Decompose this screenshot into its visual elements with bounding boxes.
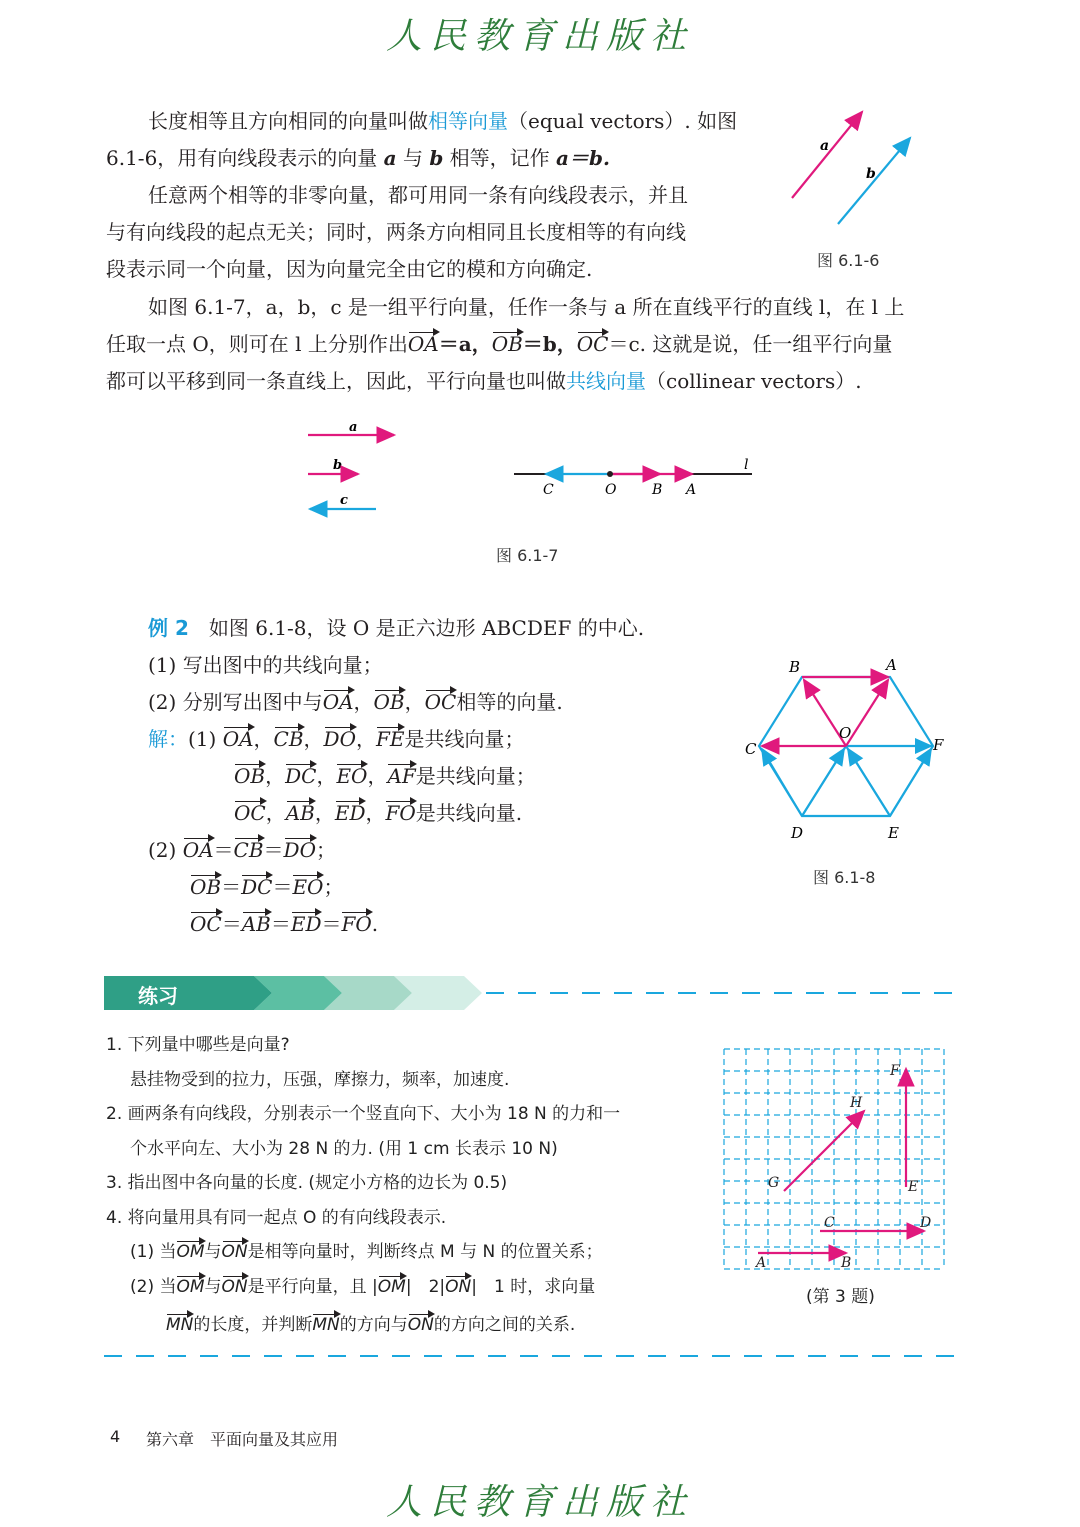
svg-text:B: B bbox=[841, 1255, 852, 1271]
label-b: b bbox=[866, 166, 876, 182]
svg-text:G: G bbox=[768, 1175, 780, 1191]
practice-q4a: (1) 当OM与ON是相等向量时，判断终点 M 与 N 的位置关系； bbox=[130, 1242, 603, 1262]
practice-q1: 1. 下列量中哪些是向量? bbox=[106, 1035, 290, 1055]
grid-figure-q3 bbox=[720, 1045, 950, 1275]
svg-text:B: B bbox=[652, 482, 663, 498]
para2-line1: 任意两个相等的非零向量，都可用同一条有向线段表示，并且 bbox=[148, 183, 688, 207]
svg-text:C: C bbox=[543, 482, 554, 498]
para1-line1: 长度相等且方向相同的向量叫做相等向量（equal vectors）. 如图 bbox=[148, 109, 738, 133]
caption-6-1-8: 图 6.1-8 bbox=[813, 868, 876, 887]
svg-text:A: A bbox=[756, 1255, 767, 1271]
practice-q2b: 个水平向左、大小为 28 N 的力. (用 1 cm 长表示 10 N) bbox=[130, 1139, 558, 1159]
svg-text:E: E bbox=[908, 1179, 919, 1195]
svg-text:a: a bbox=[349, 420, 358, 435]
vector-a-arrow bbox=[792, 112, 862, 198]
chapter-title: 第六章 平面向量及其应用 bbox=[146, 1430, 339, 1449]
svg-text:b: b bbox=[333, 458, 343, 473]
svg-text:C: C bbox=[824, 1215, 835, 1231]
para3-line3: 都可以平移到同一条直线上，因此，平行向量也叫做共线向量（collinear vectors）. bbox=[106, 369, 862, 393]
practice-q3: 3. 指出图中各向量的长度. (规定小方格的边长为 0.5) bbox=[106, 1173, 508, 1193]
solution-1-row2: OB，DC，EO，AF是共线向量； bbox=[234, 764, 536, 788]
figure-6-1-6 bbox=[780, 100, 930, 240]
svg-text:l: l bbox=[744, 457, 749, 473]
svg-text:c: c bbox=[340, 493, 348, 508]
example-statement: 例 2 如图 6.1-8，设 O 是正六边形 ABCDEF 的中心. bbox=[148, 616, 645, 640]
term-equal-vectors: 相等向量 bbox=[428, 109, 508, 133]
para1-line2: 6.1-6，用有向线段表示的向量 a 与 b 相等，记作 a＝b. bbox=[106, 146, 610, 170]
practice-q4: 4. 将向量用具有同一起点 O 的有向线段表示. bbox=[106, 1208, 447, 1228]
svg-text:A: A bbox=[886, 656, 897, 674]
example-q1: (1) 写出图中的共线向量； bbox=[148, 653, 383, 677]
practice-q4b: (2) 当OM与ON是平行向量，且 |OM| 2|ON| 1 时，求向量 bbox=[130, 1277, 596, 1297]
figure-6-1-8 bbox=[735, 650, 955, 850]
svg-text:F: F bbox=[933, 736, 944, 754]
solution-tag: 解： bbox=[148, 727, 188, 751]
vector-GH bbox=[784, 1111, 864, 1191]
solution-1-row1: 解：(1) OA，CB，DO，FE是共线向量； bbox=[148, 727, 525, 751]
para2-line3: 段表示同一个向量，因为向量完全由它的模和方向确定. bbox=[106, 257, 593, 281]
practice-title: 练习 bbox=[138, 984, 178, 1008]
bottom-separator bbox=[104, 1350, 960, 1362]
para2-line2: 与有向线段的起点无关；同时，两条方向相同且长度相等的有向线 bbox=[106, 220, 686, 244]
publisher-logo-top: 人民教育出版社 bbox=[385, 16, 694, 57]
term-collinear-vectors: 共线向量 bbox=[566, 369, 646, 393]
caption-6-1-6: 图 6.1-6 bbox=[817, 251, 880, 270]
publisher-logo-bottom: 人民教育出版社 bbox=[385, 1482, 694, 1523]
solution-2-row2: OB＝DC＝EO； bbox=[190, 875, 344, 899]
caption-6-1-7: 图 6.1-7 bbox=[496, 546, 559, 565]
practice-q2: 2. 画两条有向线段，分别表示一个竖直向下、大小为 18 N 的力和一 bbox=[106, 1104, 621, 1124]
svg-text:C: C bbox=[745, 740, 757, 758]
example-tag: 例 2 bbox=[148, 616, 189, 640]
svg-text:F: F bbox=[890, 1063, 900, 1079]
para3-line2: 任取一点 O，则可在 l 上分别作出OA＝a，OB＝b，OC＝c. 这就是说，任一组平行向量 bbox=[106, 332, 893, 356]
solution-1-row3: OC，AB，ED，FO是共线向量. bbox=[234, 801, 523, 825]
svg-text:O: O bbox=[605, 482, 617, 498]
label-a: a bbox=[820, 138, 830, 154]
svg-text:H: H bbox=[850, 1095, 863, 1111]
solution-2-row3: OC＝AB＝ED＝FO. bbox=[190, 912, 379, 936]
practice-banner bbox=[104, 976, 960, 1010]
figure-6-1-7 bbox=[300, 415, 770, 525]
practice-q1b: 悬挂物受到的拉力，压强，摩擦力，频率，加速度. bbox=[130, 1070, 510, 1090]
page-number: 4 bbox=[110, 1427, 121, 1446]
para3-line1: 如图 6.1-7，a，b，c 是一组平行向量，任作一条与 a 所在直线平行的直线 l，在 l 上 bbox=[148, 295, 905, 319]
svg-text:D: D bbox=[791, 824, 804, 842]
example-q2: (2) 分别写出图中与OA，OB，OC相等的向量. bbox=[148, 690, 563, 714]
grid-caption: (第 3 题) bbox=[806, 1287, 875, 1307]
solution-2-row1: (2) OA＝CB＝DO； bbox=[148, 838, 336, 862]
svg-text:D: D bbox=[920, 1215, 932, 1231]
svg-text:B: B bbox=[789, 658, 801, 676]
svg-text:O: O bbox=[839, 724, 852, 742]
practice-q4c: MN的长度，并判断MN的方向与ON的方向之间的关系. bbox=[166, 1315, 576, 1335]
svg-text:E: E bbox=[888, 824, 899, 842]
svg-text:A: A bbox=[686, 482, 697, 498]
